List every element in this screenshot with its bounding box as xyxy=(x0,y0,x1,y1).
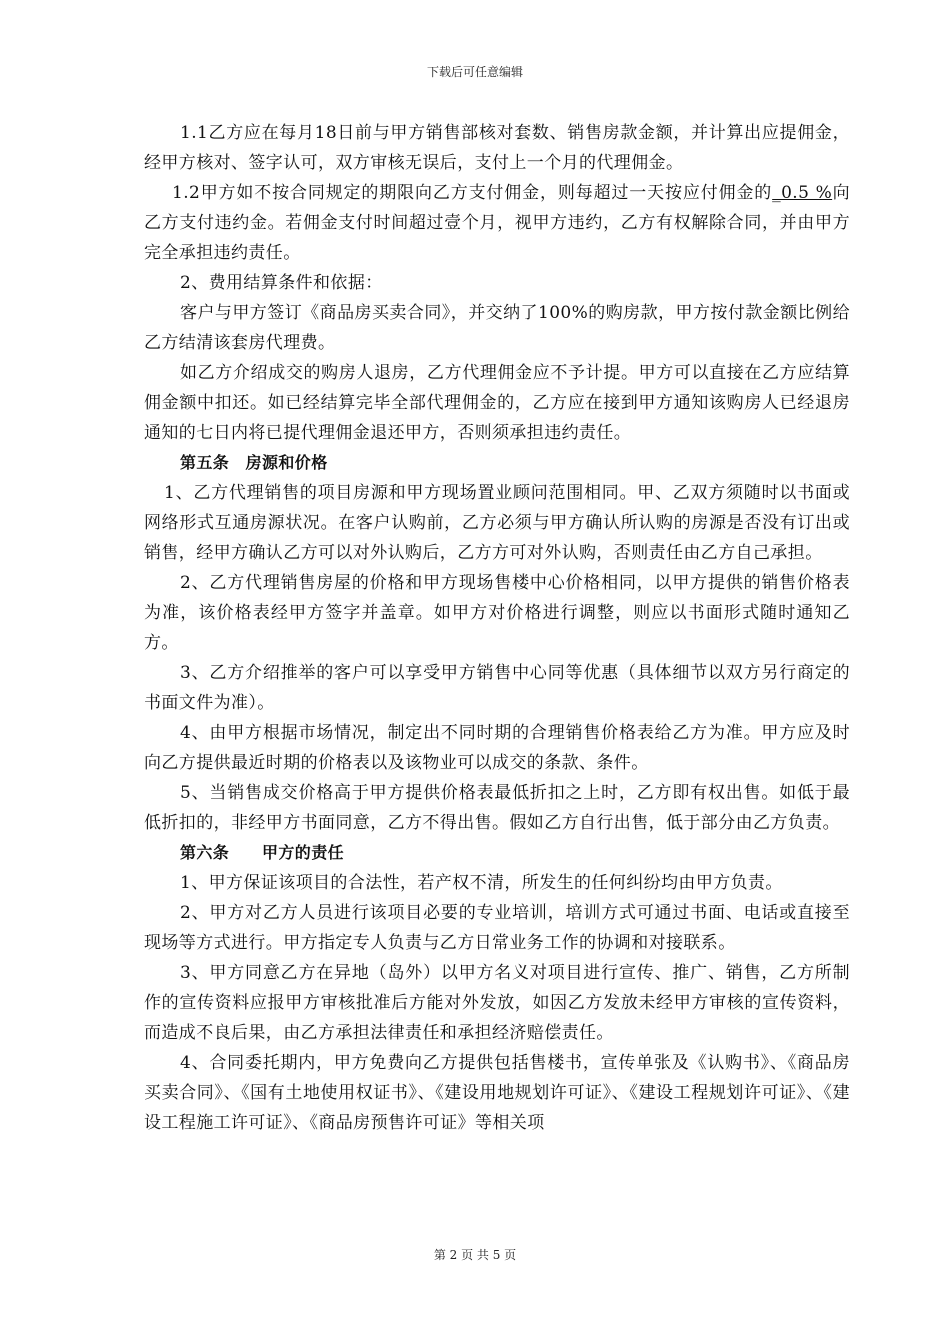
section-heading-article-6: 第六条 甲方的责任 xyxy=(180,843,345,862)
paragraph-commission-settlement: 1.1乙方应在每月18日前与甲方销售部核对套数、销售房款金额，并计算出应提佣金，经甲方核对、签字认可，双方审核无误后，支付上一个月的代理佣金。 xyxy=(144,123,850,173)
page-header-note: 下载后可任意编辑 xyxy=(426,65,523,79)
late-payment-rate: _0.5 % xyxy=(772,183,833,203)
paragraph-promotion: 3、甲方同意乙方在异地（岛外）以甲方名义对项目进行宣传、推广、销售，乙方所制作的宣传资料应报甲方审核批准后方能对外发放，如因乙方发放未经甲方审核的宣传资料，而造成不良后果，由乙方承担法律责任和承担经济赔偿责任。 xyxy=(144,963,850,1043)
late-payment-text-a: 1.2甲方如不按合同规定的期限向乙方支付佣金，则每超过一天按应付佣金的 xyxy=(172,183,773,203)
paragraph-settlement-conditions-title: 2、费用结算条件和依据： xyxy=(180,273,383,293)
paragraph-min-discount: 5、当销售成交价格高于甲方提供价格表最低折扣之上时，乙方即有权出售。如低于最低折扣的，非经甲方书面同意，乙方不得出售。假如乙方自行出售，低于部分由乙方负责。 xyxy=(144,783,850,833)
paragraph-late-payment xyxy=(144,178,850,268)
paragraph-settlement-conditions: 客户与甲方签订《商品房买卖合同》，并交纳了100%的购房款，甲方按付款金额比例给乙方结清该套房代理费。 xyxy=(144,303,850,353)
late-payment-text-b: 向乙方支付违约金。若佣金支付时间超过壹个月，视甲方违约，乙方有权解除合同，并由甲方完全承担违约责任。 xyxy=(144,183,850,263)
paragraph-discounts: 3、乙方介绍推举的客户可以享受甲方销售中心同等优惠（具体细节以双方另行商定的书面文件为准）。 xyxy=(144,663,850,713)
paragraph-listings: 1、乙方代理销售的项目房源和甲方现场置业顾问范围相同。甲、乙双方须随时以书面或网络形式互通房源状况。在客户认购前，乙方必须与甲方确认所认购的房源是否没有订出或销售，经甲方确认乙方可以对外认购后，乙方方可对外认购，否则责任由乙方自己承担。 xyxy=(144,483,850,563)
section-heading-article-5: 第五条 房源和价格 xyxy=(180,453,328,472)
document-body xyxy=(144,118,850,1138)
paragraph-price-table: 4、由甲方根据市场情况，制定出不同时期的合理销售价格表给乙方为准。甲方应及时向乙方提供最近时期的价格表以及该物业可以成交的条款、条件。 xyxy=(144,723,850,773)
paragraph-refund: 如乙方介绍成交的购房人退房，乙方代理佣金应不予计提。甲方可以直接在乙方应结算佣金额中扣还。如已经结算完毕全部代理佣金的，乙方应在接到甲方通知该购房人已经退房通知的七日内将已提代理佣金退还甲方，否则须承担违约责任。 xyxy=(144,363,850,443)
paragraph-documents: 4、合同委托期内，甲方免费向乙方提供包括售楼书，宣传单张及《认购书》、《商品房买卖合同》、《国有土地使用权证书》、《建设用地规划许可证》、《建设工程规划许可证》、《建设工程施工许可证》、《商品房预售许可证》等相关项 xyxy=(144,1053,850,1133)
paragraph-training: 2、甲方对乙方人员进行该项目必要的专业培训，培训方式可通过书面、电话或直接至现场等方式进行。甲方指定专人负责与乙方日常业务工作的协调和对接联系。 xyxy=(144,903,850,953)
paragraph-legality: 1、甲方保证该项目的合法性，若产权不清，所发生的任何纠纷均由甲方负责。 xyxy=(180,873,783,893)
paragraph-pricing: 2、乙方代理销售房屋的价格和甲方现场售楼中心价格相同，以甲方提供的销售价格表为准，该价格表经甲方签字并盖章。如甲方对价格进行调整，则应以书面形式随时通知乙方。 xyxy=(144,573,850,653)
page-number: 第 2 页 共 5 页 xyxy=(433,1248,517,1262)
